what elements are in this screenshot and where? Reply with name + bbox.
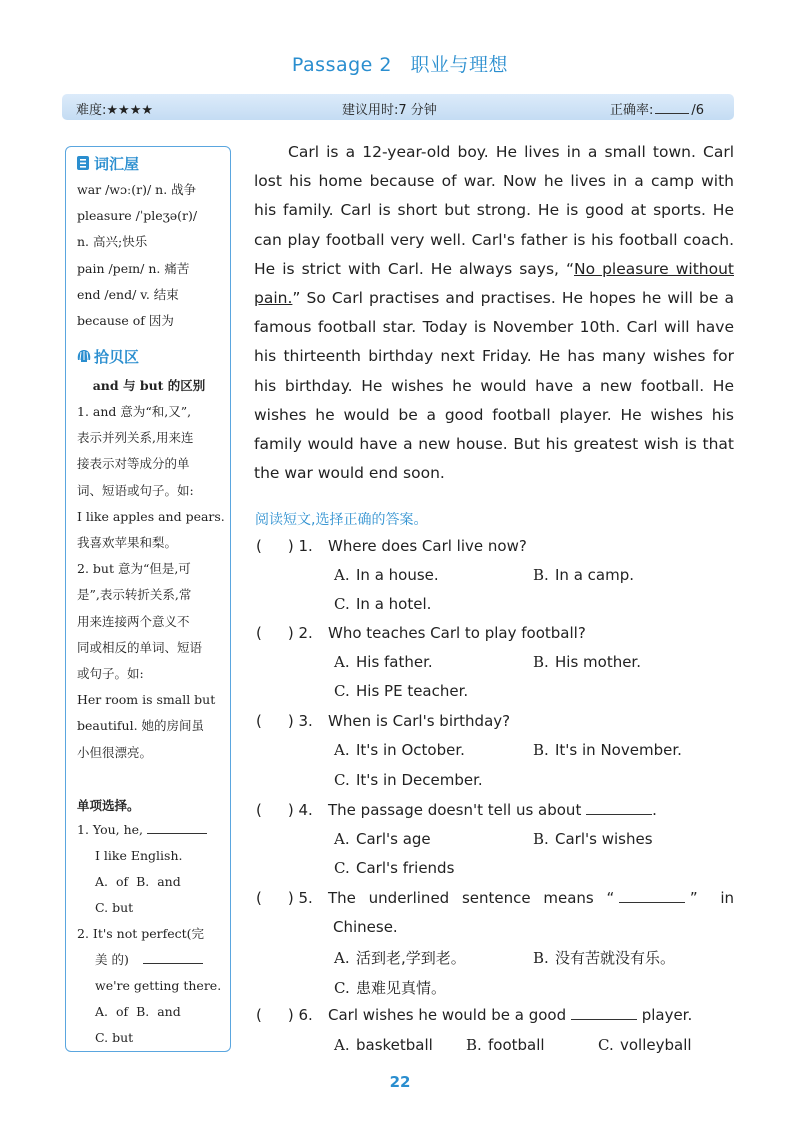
option-b[interactable]: B. 没有苦就没有乐。 — [533, 949, 676, 967]
vocab-line: because of 因为 — [77, 313, 174, 329]
question-5: ( ) 5. The underlined sentence means “ ” in — [256, 889, 735, 907]
vocab-line: war /wɔː(r)/ n. 战争 — [77, 182, 197, 197]
option-c[interactable]: C. It's in December. — [334, 771, 483, 789]
fill-blank[interactable] — [619, 889, 685, 903]
fill-blank[interactable] — [586, 801, 652, 815]
difficulty-label: 难度:★★★★ — [76, 103, 153, 118]
tips-line: 是”,表示转折关系,常 — [77, 587, 192, 603]
tips-subtitle: and 与 but 的区别 — [92, 378, 206, 393]
question-1 — [256, 537, 527, 555]
page-number: 22 — [389, 1073, 411, 1091]
answer-blank[interactable]: ( ) 4. — [256, 801, 313, 819]
answer-blank[interactable]: ( ) 6. — [256, 1006, 313, 1024]
shell-icon — [76, 348, 90, 364]
sidebar — [65, 146, 231, 1052]
tips-line: 用来连接两个意义不 — [77, 613, 190, 629]
option-a[interactable]: A. Carl's age — [334, 830, 431, 848]
tips-line: 小但很漂亮。 — [77, 744, 153, 760]
tips-line: Her room is small but — [77, 692, 216, 708]
vocab-line: pain /peɪn/ n. 痛苦 — [77, 260, 190, 276]
option-c[interactable]: C. Carl's friends — [334, 859, 455, 877]
tips-line: 接表示对等成分的单 — [77, 456, 190, 472]
question-text: Carl wishes he would be a good — [328, 1006, 567, 1024]
answer-blank[interactable]: ( ) 3. — [256, 712, 313, 730]
option-a[interactable]: A. His father. — [334, 653, 433, 671]
suggested-time: 建议用时:7 分钟 — [342, 103, 437, 118]
tips-line: 同或相反的单词、短语 — [77, 639, 203, 655]
question-3 — [256, 712, 510, 730]
question-text: The underlined sentence means “ — [328, 889, 615, 907]
tips-line: 1. and 意为“和,又”, — [77, 404, 192, 419]
quiz-q1-blank[interactable] — [147, 820, 207, 834]
reading-passage — [254, 138, 734, 488]
accuracy-blank[interactable] — [655, 101, 689, 114]
answer-blank[interactable]: ( ) 1. — [256, 537, 313, 555]
vocab-line: end /end/ v. 结束 — [77, 286, 179, 302]
quiz-q2-blank[interactable] — [143, 950, 203, 964]
option-c[interactable]: C. 患难见真情。 — [334, 979, 447, 997]
passage-text-1: Carl is a 12-year-old boy. He lives in a small town. Carl lost his home because of war. Now he lives in a camp with his family. Carl is short but strong. He is good at sports. He can play football very well. Carl's father is his football coach. He is strict with Carl. He always says, “ — [254, 143, 734, 278]
option-b[interactable]: B. It's in November. — [533, 741, 682, 759]
quiz-q1-stem: 1. You, he, — [77, 822, 144, 837]
option-a[interactable]: A. basketball — [334, 1036, 433, 1054]
question-6: ( ) 6. Carl wishes he would be a good player. — [256, 1006, 693, 1024]
question-2 — [256, 624, 586, 642]
tips-line: 或句子。如: — [77, 666, 144, 682]
instruction: 阅读短文,选择正确的答案。 — [255, 512, 428, 528]
question-5-cont: Chinese. — [333, 918, 398, 936]
book-icon — [76, 155, 90, 171]
tips-line: beautiful. 她的房间虽 — [77, 718, 205, 734]
tips-line: I like apples and pears. — [77, 508, 225, 524]
question-text: Where does Carl live now? — [328, 537, 527, 555]
quiz-q2-options: A. of B. and — [95, 1004, 181, 1019]
quiz-q1-options: A. of B. and — [95, 874, 181, 889]
question-text: The passage doesn't tell us about — [328, 801, 582, 819]
vocab-list — [77, 177, 227, 334]
option-c[interactable]: C. His PE teacher. — [334, 682, 469, 700]
option-b[interactable]: B. football — [466, 1036, 545, 1054]
passage-text-2: ” So Carl practises and practises. He hopes he will be a famous football star. Today is November 10th. Carl will have his thirteenth birthday next Friday. He has many wishes for his birthday. He wishes he would have a new football. He wishes he would be a good football player. He wishes his family would have a new house. But his greatest wish is that the war would end soon. — [254, 289, 734, 483]
tips-body — [77, 399, 227, 766]
option-a[interactable]: A. 活到老,学到老。 — [334, 949, 466, 967]
answer-blank[interactable]: ( ) 2. — [256, 624, 313, 642]
tips-heading: 拾贝区 — [76, 346, 139, 367]
vocab-line: pleasure /ˈpleʒə(r)/ — [77, 208, 198, 224]
info-bar — [62, 94, 734, 120]
option-c[interactable]: C. volleyball — [598, 1036, 692, 1054]
tips-line: 表示并列关系,用来连 — [77, 430, 194, 446]
quiz-q1-stem-end: I like English. — [95, 848, 183, 863]
option-b[interactable]: B. In a camp. — [533, 566, 634, 584]
quiz-q2-option-c: C. but — [95, 1030, 134, 1045]
vocab-line: n. 高兴;快乐 — [77, 234, 148, 250]
quiz-q2-stem-2: 美 的) — [95, 952, 129, 967]
fill-blank[interactable] — [571, 1006, 637, 1020]
tips-line: 词、短语或句子。如: — [77, 482, 194, 498]
option-b[interactable]: B. His mother. — [533, 653, 641, 671]
option-a[interactable]: A. In a house. — [334, 566, 439, 584]
question-4: ( ) 4. The passage doesn't tell us about . — [256, 801, 657, 819]
option-b[interactable]: B. Carl's wishes — [533, 830, 653, 848]
quiz-q1-option-c: C. but — [95, 900, 134, 915]
tips-line: 2. but 意为“但是,可 — [77, 561, 191, 577]
option-a[interactable]: A. It's in October. — [334, 741, 465, 759]
quiz-heading: 单项选择。 — [77, 798, 140, 813]
tips-line: 我喜欢苹果和梨。 — [77, 535, 178, 551]
mini-quiz — [77, 817, 221, 1051]
question-text: When is Carl's birthday? — [328, 712, 511, 730]
accuracy-rate: 正确率: /6 — [609, 103, 704, 118]
question-text: Who teaches Carl to play football? — [328, 624, 586, 642]
option-c[interactable]: C. In a hotel. — [334, 595, 432, 613]
quiz-q2-stem-end: we're getting there. — [95, 978, 222, 993]
answer-blank[interactable]: ( ) 5. — [256, 889, 313, 907]
quiz-q2-stem: 2. It's not perfect(完 — [77, 926, 205, 941]
vocab-heading: 词汇屋 — [76, 153, 139, 174]
page-title — [0, 50, 800, 77]
passage-label: Passage 2 — [291, 54, 392, 76]
passage-title: 职业与理想 — [410, 54, 509, 76]
underlined-sentence: No pleasure without pain. — [254, 259, 734, 308]
